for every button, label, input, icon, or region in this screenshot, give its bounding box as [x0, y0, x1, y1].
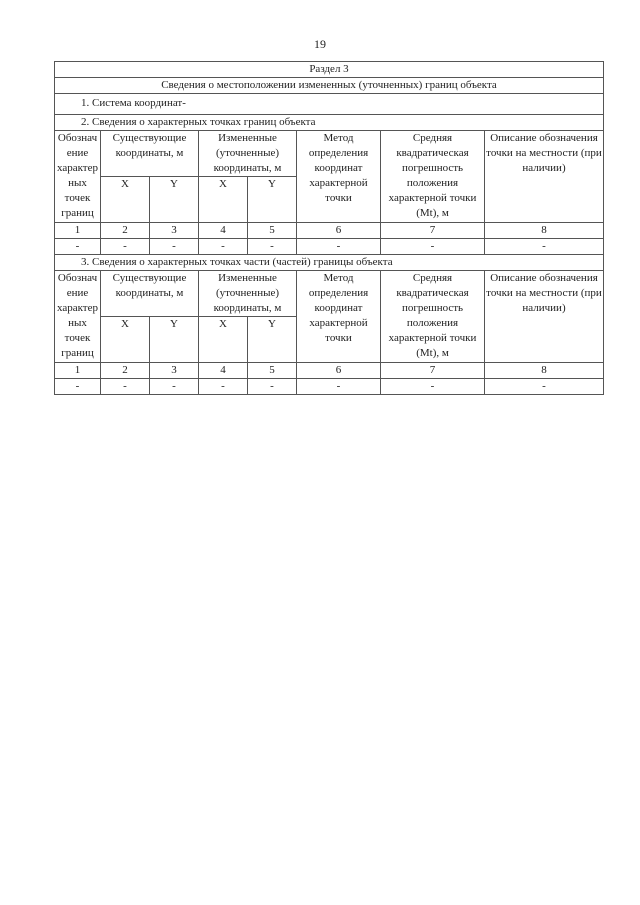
column-number: 8 — [485, 363, 604, 379]
header-changed-y: Y — [248, 177, 297, 223]
table-cell: - — [199, 239, 248, 255]
section-subtitle: Сведения о местоположении измененных (уточненных) границ объекта — [55, 78, 604, 94]
column-number: 5 — [248, 223, 297, 239]
table-cell: - — [381, 379, 485, 395]
table-cell: - — [248, 379, 297, 395]
table-cell: - — [150, 239, 199, 255]
block-title: 3. Сведения о характерных точках части (частей) границы объекта — [55, 255, 604, 271]
column-number: 3 — [150, 363, 199, 379]
block-title: 2. Сведения о характерных точках границ объекта — [55, 115, 604, 131]
header-changed-coords: Измененные (уточненные) координаты, м — [199, 271, 297, 317]
column-number: 2 — [101, 223, 150, 239]
table-cell: - — [101, 239, 150, 255]
header-method: Метод определения координат характерной точки — [297, 271, 381, 363]
column-number: 2 — [101, 363, 150, 379]
header-existing-y: Y — [150, 317, 199, 363]
table-cell: - — [485, 379, 604, 395]
header-designation: Обозначение характерных точек границ — [55, 131, 101, 223]
header-existing-coords: Существующие координаты, м — [101, 131, 199, 177]
header-changed-y: Y — [248, 317, 297, 363]
column-number: 6 — [297, 223, 381, 239]
section-3-table — [54, 61, 604, 395]
column-numbers-row — [55, 363, 604, 379]
column-number: 4 — [199, 223, 248, 239]
table-row — [55, 239, 604, 255]
header-changed-coords: Измененные (уточненные) координаты, м — [199, 131, 297, 177]
column-number: 4 — [199, 363, 248, 379]
header-changed-x: X — [199, 317, 248, 363]
header-existing-coords: Существующие координаты, м — [101, 271, 199, 317]
column-number: 5 — [248, 363, 297, 379]
table-cell: - — [150, 379, 199, 395]
table-row — [55, 379, 604, 395]
table-cell: - — [485, 239, 604, 255]
header-description: Описание обозначения точки на местности (при наличии) — [485, 271, 604, 363]
header-error: Средняя квадратическая погрешность положения характерной точки (Mt), м — [381, 271, 485, 363]
header-method: Метод определения координат характерной точки — [297, 131, 381, 223]
section-title: Раздел 3 — [55, 62, 604, 78]
header-existing-y: Y — [150, 177, 199, 223]
column-number: 7 — [381, 223, 485, 239]
header-error: Средняя квадратическая погрешность положения характерной точки (Mt), м — [381, 131, 485, 223]
table-cell: - — [101, 379, 150, 395]
column-number: 3 — [150, 223, 199, 239]
table-cell: - — [297, 239, 381, 255]
column-number: 7 — [381, 363, 485, 379]
table-cell: - — [55, 379, 101, 395]
column-number: 1 — [55, 223, 101, 239]
table-cell: - — [381, 239, 485, 255]
column-numbers-row — [55, 223, 604, 239]
table-cell: - — [199, 379, 248, 395]
table-cell: - — [297, 379, 381, 395]
header-existing-x: X — [101, 317, 150, 363]
column-number: 1 — [55, 363, 101, 379]
header-description: Описание обозначения точки на местности (при наличии) — [485, 131, 604, 223]
header-existing-x: X — [101, 177, 150, 223]
header-designation: Обозначение характерных точек границ — [55, 271, 101, 363]
coordinate-system: 1. Система координат- — [55, 94, 604, 115]
table-cell: - — [55, 239, 101, 255]
header-changed-x: X — [199, 177, 248, 223]
column-number: 6 — [297, 363, 381, 379]
column-number: 8 — [485, 223, 604, 239]
page-number: 19 — [314, 37, 326, 51]
table-cell: - — [248, 239, 297, 255]
